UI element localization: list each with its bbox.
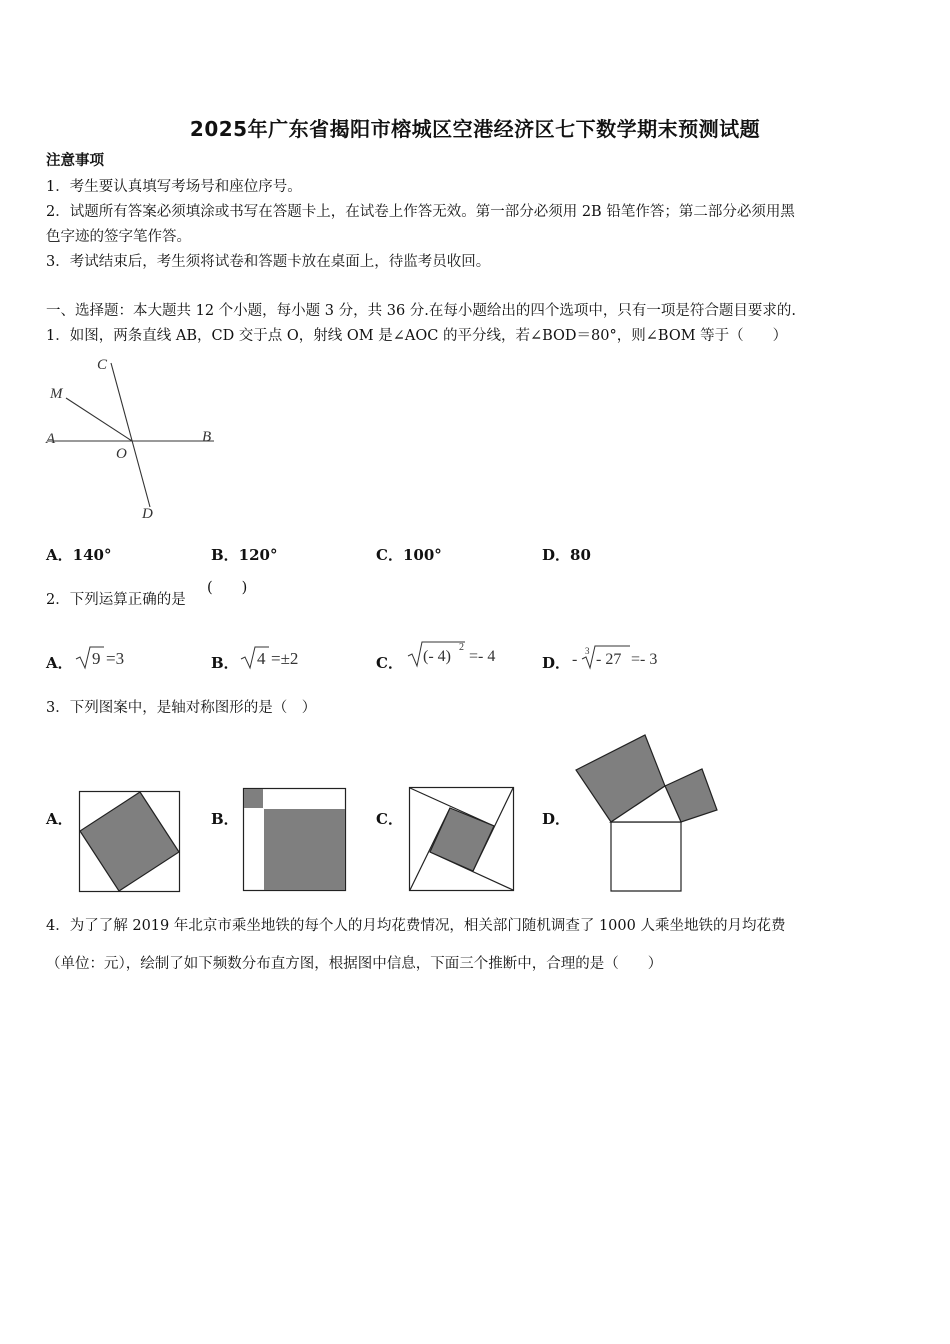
notice-item-3: 3．考试结束后，考生须将试卷和答题卡放在桌面上，待监考员收回。 — [46, 254, 491, 270]
result: =±2 — [271, 649, 299, 668]
question-4 — [46, 916, 785, 936]
minus-sign: - — [572, 651, 578, 668]
exponent: 2 — [459, 642, 464, 653]
q2-option-c-label[interactable]: C． — [376, 654, 403, 672]
q2-paren: ( ) — [207, 580, 248, 596]
question-4-line2: （单位：元），绘制了如下频数分布直方图，根据图中信息，下面三个推断中，合理的是（ ） — [46, 956, 663, 972]
page-title: 2025年广东省揭阳市榕城区空港经济区七下数学期末预测试题 — [189, 117, 761, 141]
notice-item-2b: 色字迹的签字笔作答。 — [46, 229, 191, 245]
q1-option-c[interactable]: C．100° — [376, 546, 442, 564]
q3-option-c-label[interactable]: C． — [376, 810, 403, 828]
result: =3 — [106, 649, 125, 668]
result: =- 4 — [469, 648, 496, 665]
q1-option-b[interactable]: B．120° — [211, 546, 278, 564]
label-c: C — [97, 357, 108, 373]
notice-item-1: 1．考生要认真填写考场号和座位序号。 — [46, 179, 302, 195]
q1-figure — [40, 350, 230, 525]
q3-figure-c[interactable] — [408, 786, 516, 893]
question-number: 1． — [46, 328, 70, 344]
label-b: B — [202, 429, 212, 445]
result: =- 3 — [631, 651, 658, 668]
notice-heading: 注意事项 — [46, 152, 104, 169]
question-text: 为了了解 2019 年北京市乘坐地铁的每个人的月均花费情况，相关部门随机调查了 1000 人乘坐地铁的月均花费 — [69, 918, 786, 934]
label-o: O — [116, 446, 127, 462]
line-cd — [111, 363, 150, 507]
question-number: 2． — [46, 592, 70, 608]
q2-option-d-math — [570, 642, 680, 672]
section-heading: 一、选择题：本大题共 12 个小题，每小题 3 分，共 36 分.在每小题给出的四个选项中，只有一项是符合题目要求的. — [46, 303, 796, 319]
root-index: 3 — [585, 646, 590, 656]
q3-option-d-label[interactable]: D． — [542, 810, 571, 828]
radicand: (- 4) — [423, 648, 451, 665]
q2-option-b-math — [237, 643, 317, 673]
notice-item-2a: 2．试题所有答案必须填涂或书写在答题卡上，在试卷上作答无效。第一部分必须用 2B 铅笔作答；第二部分必须用黑 — [46, 204, 795, 220]
label-m: M — [50, 386, 63, 402]
question-number: 3． — [46, 700, 70, 716]
label-d: D — [142, 506, 153, 522]
q2-option-a-math — [72, 643, 142, 673]
q2-option-a-label[interactable]: A． — [46, 654, 73, 672]
radicand: - 27 — [596, 651, 622, 668]
label-a: A — [46, 431, 56, 447]
question-3 — [46, 698, 316, 718]
q2-option-c-math — [405, 636, 515, 670]
radicand: 9 — [92, 649, 101, 668]
radicand: 4 — [257, 649, 266, 668]
question-text: 下列运算正确的是 — [69, 592, 186, 608]
q3-figure-b[interactable] — [242, 787, 348, 893]
q1-option-d[interactable]: D．80 — [542, 546, 591, 564]
q3-figure-a[interactable] — [78, 790, 182, 894]
q3-figure-d[interactable] — [570, 730, 720, 895]
question-text: 下列图案中，是轴对称图形的是（ ） — [69, 700, 317, 716]
q3-option-b-label[interactable]: B． — [211, 810, 239, 828]
question-2 — [46, 590, 186, 610]
question-text: 如图，两条直线 AB，CD 交于点 O，射线 OM 是∠AOC 的平分线，若∠BOD＝80°，则∠BOM 等于（ ） — [69, 328, 788, 344]
q2-option-d-label[interactable]: D． — [542, 654, 571, 672]
q3-option-a-label[interactable]: A． — [46, 810, 73, 828]
question-1 — [46, 326, 787, 346]
q1-option-a[interactable]: A．140° — [46, 546, 112, 564]
q2-option-b-label[interactable]: B． — [211, 654, 239, 672]
question-number: 4． — [46, 918, 70, 934]
